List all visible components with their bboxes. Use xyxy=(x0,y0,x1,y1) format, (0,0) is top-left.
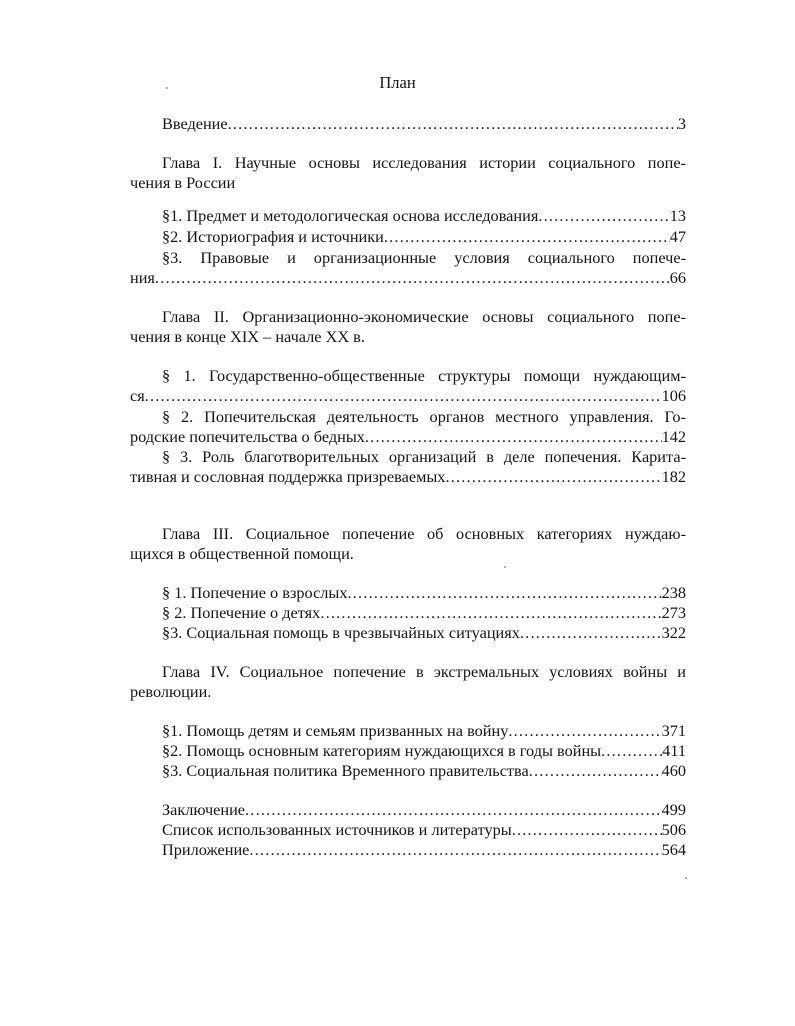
toc-page-number: 506 xyxy=(661,820,686,839)
toc-page-number: 411 xyxy=(662,741,686,760)
toc-label: §2. Помощь основным категориям нуждающихся в годы войны xyxy=(162,741,602,760)
toc-label: §2. Историография и источники xyxy=(162,227,384,246)
chapter-4-heading: Глава IV. Социальное попечение в экстремальных условиях войны и xyxy=(162,662,686,681)
scan-speck xyxy=(504,566,506,568)
toc-entry-ch3-s3[interactable] xyxy=(162,623,686,643)
chapter-1-heading-cont: чения в России xyxy=(130,173,236,192)
toc-entry-ch3-s1[interactable] xyxy=(162,583,686,603)
toc-page-number: 322 xyxy=(661,623,686,642)
toc-entry-ch4-s3[interactable] xyxy=(162,761,686,781)
toc-page-number: 371 xyxy=(661,721,686,740)
dot-leader xyxy=(249,840,661,860)
toc-label: Список использованных источников и литературы xyxy=(162,820,512,839)
toc-page-number: 66 xyxy=(669,268,686,287)
toc-entry-introduction[interactable] xyxy=(162,114,686,134)
toc-label: Введение xyxy=(162,114,228,133)
toc-page-number: 106 xyxy=(661,386,686,405)
dot-leader xyxy=(512,820,662,840)
toc-page-number: 182 xyxy=(661,467,686,486)
toc-label: §3. Социальная политика Временного правительства xyxy=(162,761,529,780)
dot-leader xyxy=(601,741,662,761)
dot-leader xyxy=(145,386,662,406)
toc-entry-ch2-s1-line2[interactable] xyxy=(130,386,686,406)
toc-entry-ch4-s1[interactable] xyxy=(162,721,686,741)
toc-page-number: 499 xyxy=(661,800,686,819)
chapter-3-heading: Глава III. Социальное попечение об основных категориях нуждаю- xyxy=(162,524,686,543)
toc-entry-ch1-s3-line1[interactable]: §3. Правовые и организационные условия социального попече- xyxy=(162,248,686,267)
toc-label: §1. Предмет и методологическая основа исследования xyxy=(162,206,539,225)
toc-label: § 2. Попечение о детях xyxy=(162,603,321,622)
dot-leader xyxy=(348,583,662,603)
toc-label: тивная и сословная поддержка призреваемых xyxy=(130,467,446,486)
toc-label: ся xyxy=(130,386,145,405)
toc-entry-appendix[interactable] xyxy=(162,840,686,860)
toc-page-number: 47 xyxy=(669,227,686,246)
scan-speck xyxy=(685,877,687,879)
dot-leader xyxy=(155,268,670,288)
toc-page-number: 460 xyxy=(661,761,686,780)
chapter-4-heading-cont: революции. xyxy=(130,682,212,701)
toc-entry-ch2-s3-line1[interactable]: § 3. Роль благотворительных организаций в деле попечения. Карита- xyxy=(162,447,686,466)
chapter-1-heading: Глава I. Научные основы исследования истории социального попе- xyxy=(162,153,686,172)
toc-page-number: 238 xyxy=(661,583,686,602)
toc-page-number: 142 xyxy=(661,427,686,446)
dot-leader xyxy=(365,427,662,447)
toc-label: ния xyxy=(130,268,155,287)
dot-leader xyxy=(529,761,662,781)
toc-entry-ch2-s3-line2[interactable] xyxy=(130,467,686,487)
toc-page-number: 13 xyxy=(669,206,686,225)
dot-leader xyxy=(538,206,669,226)
dot-leader xyxy=(520,623,662,643)
toc-label: §1. Помощь детям и семьям призванных на войну xyxy=(162,721,509,740)
dot-leader xyxy=(228,114,678,134)
toc-label: родские попечительства о бедных xyxy=(130,427,365,446)
chapter-3-heading-cont: щихся в общественной помощи. xyxy=(130,544,354,563)
toc-page-number: 3 xyxy=(677,114,686,133)
toc-entry-ch1-s1[interactable] xyxy=(162,206,686,226)
dot-leader xyxy=(384,227,670,247)
toc-label: Заключение xyxy=(162,800,246,819)
toc-entry-ch1-s2[interactable] xyxy=(162,227,686,247)
dot-leader xyxy=(245,800,662,820)
dot-leader xyxy=(445,467,661,487)
chapter-2-heading-cont: чения в конце XIX – начале XX в. xyxy=(130,327,365,346)
dot-leader xyxy=(508,721,661,741)
chapter-2-heading: Глава II. Организационно-экономические основы социального попе- xyxy=(162,307,686,326)
toc-page-number: 564 xyxy=(661,840,686,859)
toc-entry-conclusion[interactable] xyxy=(162,800,686,820)
toc-entry-ch2-s2-line1[interactable]: § 2. Попечительская деятельность органов местного управления. Го- xyxy=(162,407,686,426)
toc-entry-bibliography[interactable] xyxy=(162,820,686,840)
toc-entry-ch2-s1-line1[interactable]: § 1. Государственно-общественные структуры помощи нуждающим- xyxy=(162,366,686,385)
toc-entry-ch4-s2[interactable] xyxy=(162,741,686,761)
page-title: План xyxy=(379,73,416,92)
toc-label: § 1. Попечение о взрослых xyxy=(162,583,348,602)
toc-entry-ch3-s2[interactable] xyxy=(162,603,686,623)
toc-page-number: 273 xyxy=(661,603,686,622)
toc-label: Приложение xyxy=(162,840,250,859)
dot-leader xyxy=(320,603,661,623)
toc-entry-ch1-s3-line2[interactable] xyxy=(130,268,686,288)
toc-label: §3. Социальная помощь в чрезвычайных ситуациях xyxy=(162,623,520,642)
toc-entry-ch2-s2-line2[interactable] xyxy=(130,427,686,447)
